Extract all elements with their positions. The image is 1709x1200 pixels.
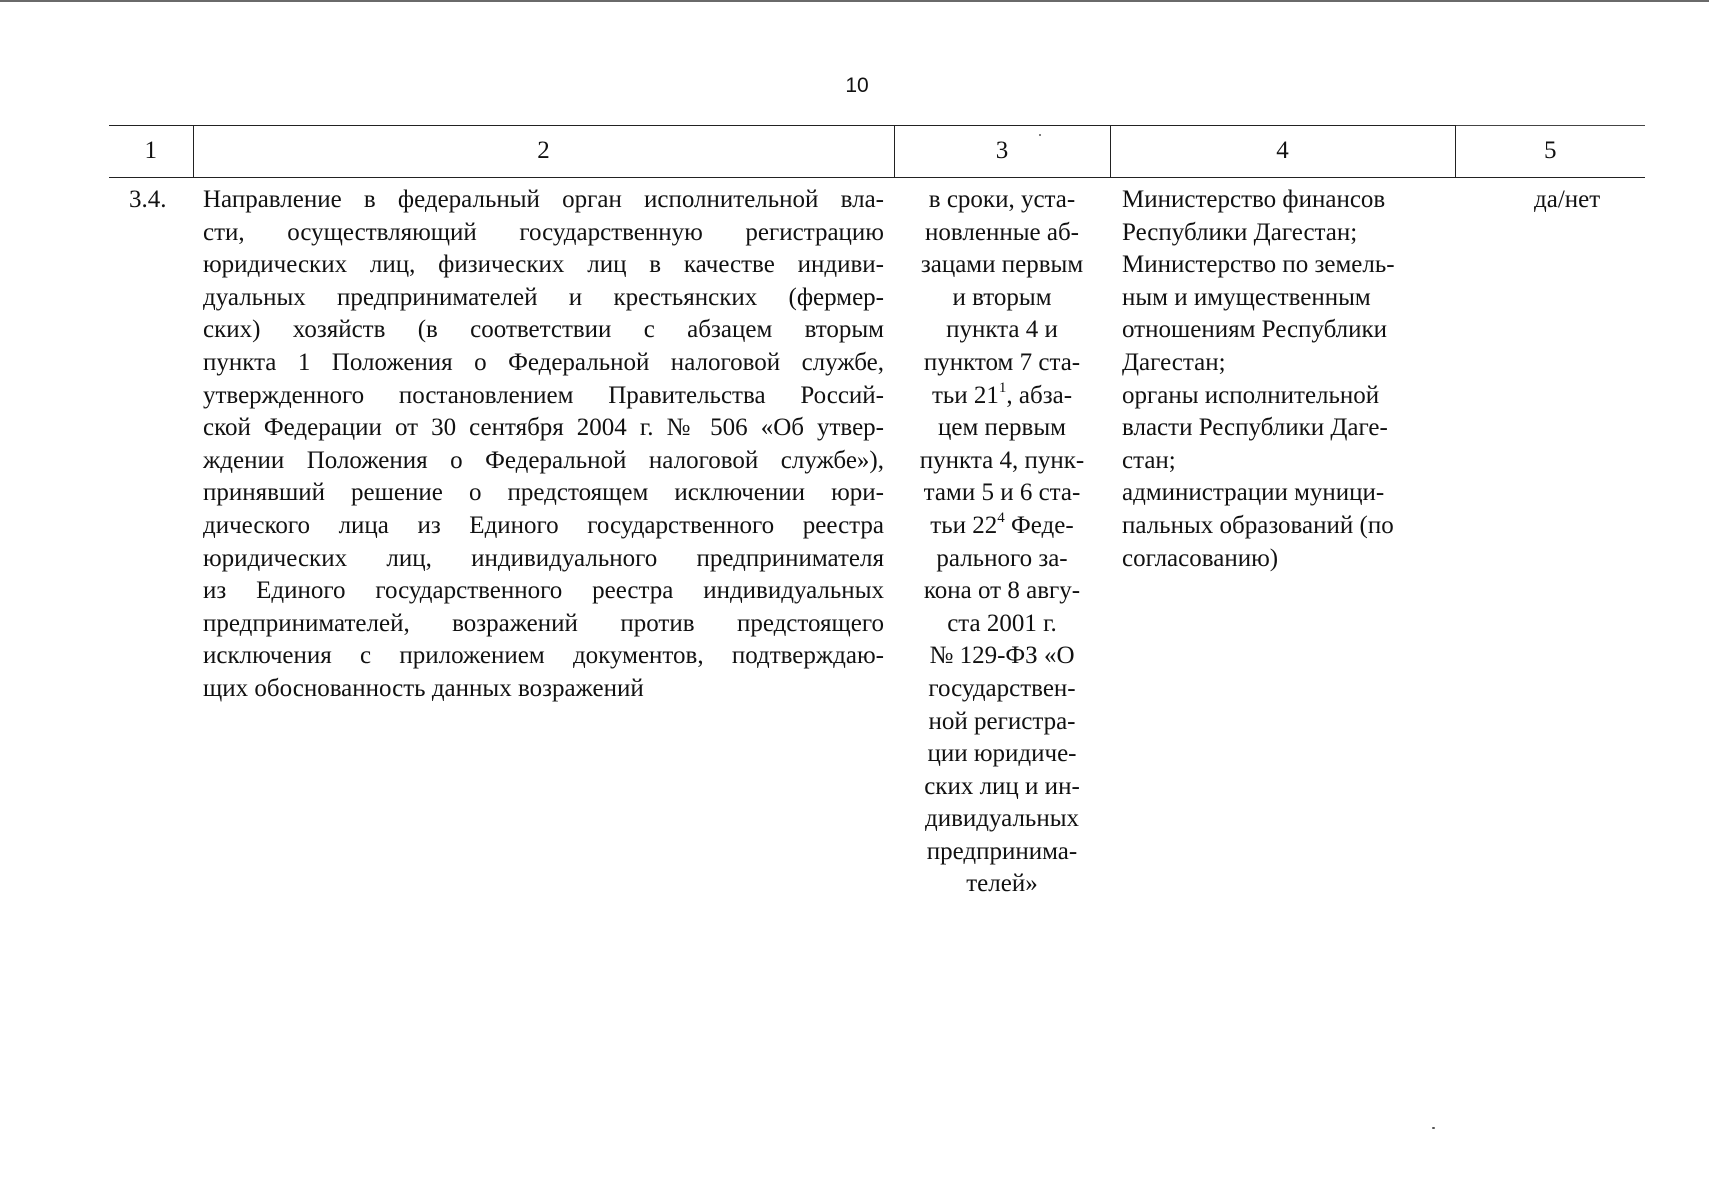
description-text (203, 184, 884, 706)
responsible-text (1122, 184, 1447, 575)
responsible-line: Дагестан; (1122, 348, 1226, 376)
deadline-line: пунктом 7 ста- (923, 348, 1081, 376)
responsible-line: пальных образований (по (1122, 511, 1394, 539)
column-header-3: 3 (894, 126, 1110, 178)
deadline-line: пункта 4, пунк- (919, 446, 1085, 474)
description-line: щих обоснованность данных возражений (203, 674, 644, 702)
description-line: дического лица из Единого государственного реестра (203, 511, 884, 539)
responsible-line: власти Республики Даге- (1122, 414, 1388, 442)
deadline-line: № 129-ФЗ «О (929, 642, 1075, 670)
row-responsible (1110, 178, 1455, 902)
description-line: юридических лиц, физических лиц в качестве индиви- (203, 251, 884, 279)
deadline-line: дивидуальных (924, 805, 1080, 833)
deadline-line: ста 2001 г. (947, 609, 1057, 637)
description-line: из Единого государственного реестра индивидуальных (203, 577, 884, 605)
deadline-line: ной регистра- (928, 707, 1076, 735)
description-line: предпринимателей, возражений против предстоящего (203, 609, 884, 637)
description-line: Направление в федеральный орган исполнительной вла- (203, 186, 884, 213)
responsible-line: отношениям Республики (1122, 316, 1388, 344)
scan-top-edge (0, 0, 1709, 2)
deadline-line: тьи $21^1$, абза- (931, 379, 1073, 409)
column-header-5: 5 (1455, 126, 1645, 178)
description-line: утвержденного постановлением Правительства Россий- (203, 381, 884, 409)
responsible-line: Республики Дагестан; (1122, 218, 1358, 246)
row-number: 3.4. (129, 186, 167, 213)
description-line: сти, осуществляющий государственную регистрацию (203, 218, 884, 246)
deadline-line: цем первым (938, 414, 1066, 442)
deadline-text (900, 184, 1104, 901)
deadline-line: и вторым (952, 283, 1052, 311)
responsible-line: ным и имущественным (1122, 283, 1371, 311)
responsible-line: Министерство по земель- (1122, 251, 1395, 279)
description-line: принявший решение о предстоящем исключении юри- (203, 479, 884, 507)
description-line: дуальных предпринимателей и крестьянских (фермер- (203, 283, 884, 311)
form-table (109, 125, 1645, 901)
description-line: исключения с приложением документов, подтверждаю- (203, 642, 884, 670)
deadline-line: телей» (966, 870, 1038, 898)
header-row (109, 126, 1645, 178)
responsible-line: стан; (1122, 446, 1176, 474)
column-header-1: 1 (109, 126, 193, 178)
row-description (193, 178, 894, 902)
deadline-line: предпринима- (926, 837, 1078, 865)
column-header-4: 4 (1110, 126, 1455, 178)
form-table-container (109, 125, 1645, 901)
description-line: ждении Положения о Федеральной налоговой службе»), (203, 446, 884, 474)
superscript-index: 1 (998, 379, 1007, 396)
deadline-line: государствен- (928, 674, 1076, 702)
superscript-index: 4 (997, 509, 1005, 526)
description-line: пункта 1 Положения о Федеральной налоговой службе, (203, 348, 884, 376)
responsible-line: согласованию) (1122, 544, 1279, 572)
row-answer: да/нет (1534, 186, 1601, 213)
deadline-line: тьи $22^4$ Феде- (930, 509, 1074, 539)
table-row (109, 178, 1645, 902)
responsible-line: Министерство финансов (1122, 186, 1386, 213)
deadline-line: зацами первым (920, 251, 1084, 279)
description-line: юридических лиц, индивидуального предпринимателя (203, 544, 884, 572)
deadline-line: ских лиц и ин- (924, 772, 1080, 800)
page-number: 10 (845, 74, 869, 97)
deadline-line: пункта 4 и (946, 316, 1058, 344)
deadline-line: кона от 8 авгу- (923, 577, 1081, 605)
deadline-line: рального за- (936, 544, 1068, 572)
deadline-line: новленные аб- (925, 218, 1079, 246)
responsible-line: администрации муници- (1122, 479, 1385, 507)
description-line: ской Федерации от 30 сентября 2004 г. № 506 «Об утвер- (203, 414, 884, 442)
scan-speck (1432, 1127, 1435, 1129)
description-line: ских) хозяйств (в соответствии с абзацем вторым (203, 316, 884, 344)
scan-speck (1039, 134, 1041, 136)
deadline-line: тами 5 и 6 ста- (923, 479, 1081, 507)
responsible-line: органы исполнительной (1122, 381, 1380, 409)
deadline-line: в сроки, уста- (928, 186, 1076, 213)
row-deadline (894, 178, 1110, 902)
column-header-2: 2 (193, 126, 894, 178)
deadline-line: ции юридиче- (927, 740, 1077, 768)
